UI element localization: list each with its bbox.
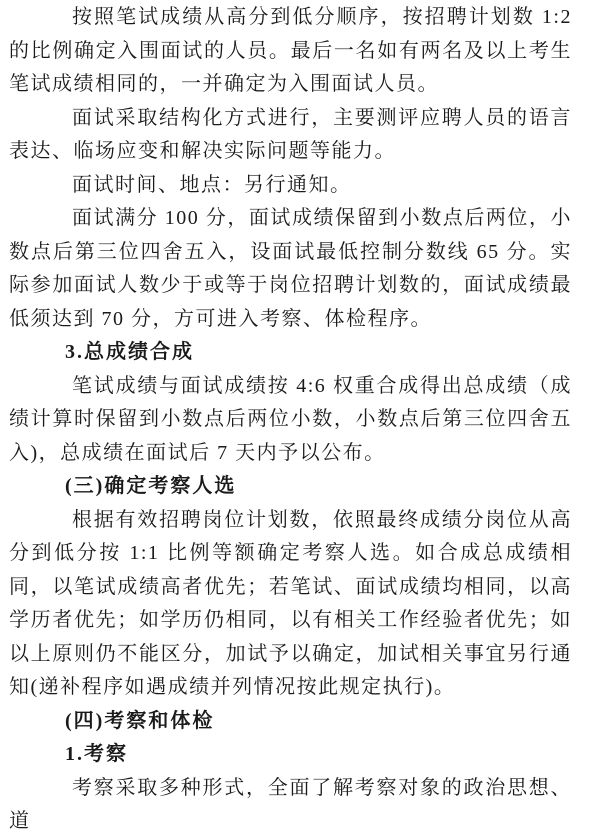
body-paragraph: 面试采取结构化方式进行，主要测评应聘人员的语言表达、临场应变和解决实际问题等能力。 [9,106,572,162]
body-paragraph: 面试满分 100 分，面试成绩保留到小数点后两位，小数点后第三位四舍五入，设面试最低控制分数线 65 分。实际参加面试人数少于或等于岗位招聘计划数的，面试成绩最低须达到 70 分，方可进入考察、体检程序。 [9,207,572,330]
body-paragraph: 笔试成绩与面试成绩按 4:6 权重合成得出总成绩（成绩计算时保留到小数点后两位小数，小数点后第三位四舍五入)，总成绩在面试后 7 天内予以公布。 [9,374,572,464]
body-paragraph: 根据有效招聘岗位计划数，依照最终成绩分岗位从高分到低分按 1:1 比例等额确定考察人选。如合成总成绩相同，以笔试成绩高者优先；若笔试、面试成绩均相同，以高学历者优先；如学历仍相同，以有相关工作经验者优先；如以上原则仍不能区分，加试予以确定，加试相关事宜另行通知(递补程序如遇成绩并列情况按此规定执行)。 [9,508,572,698]
section-heading: 3.总成绩合成 [65,341,194,363]
body-paragraph: 考察采取多种形式，全面了解考察对象的政治思想、道 [9,776,572,832]
section-heading: (四)考察和体检 [65,709,215,732]
section-heading: 1.考察 [65,743,128,765]
section-heading: (三)确定考察人选 [65,475,237,497]
body-paragraph: 按照笔试成绩从高分到低分顺序，按招聘计划数 1:2 的比例确定入围面试的人员。最后一名如有两名及以上考生笔试成绩相同的，一并确定为入围面试人员。 [9,6,572,95]
document-body [9,1,572,839]
body-paragraph: 面试时间、地点：另行通知。 [72,173,352,196]
